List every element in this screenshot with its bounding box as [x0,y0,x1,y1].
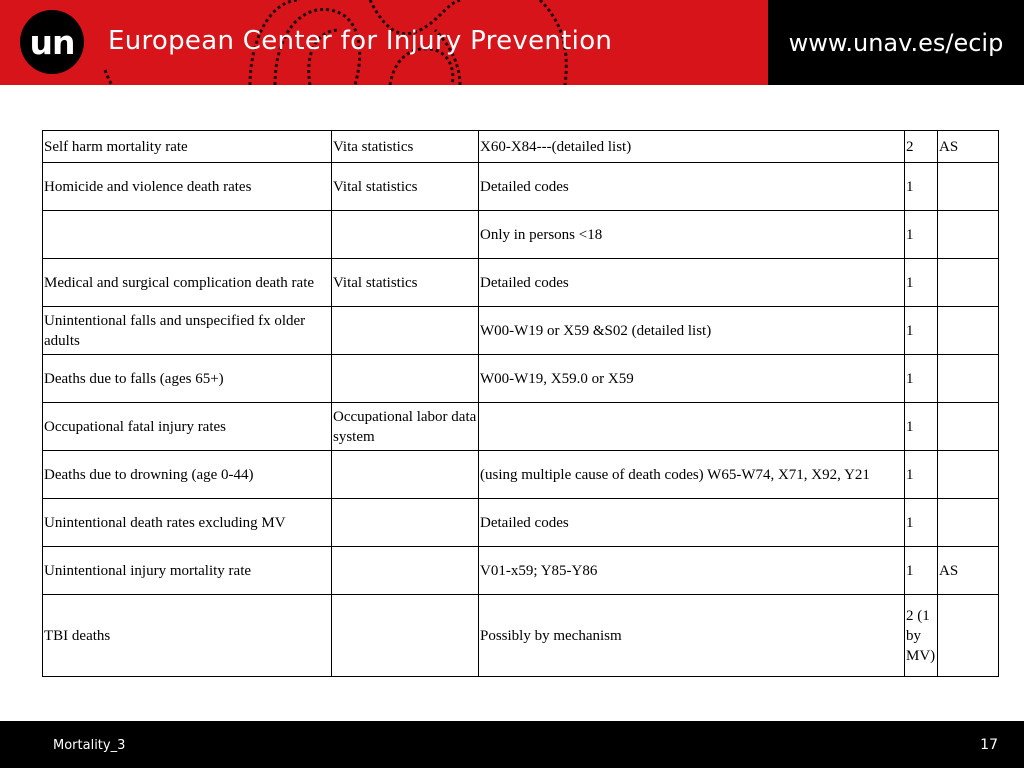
source-cell [332,355,479,403]
note-cell [938,499,999,547]
slide-footer [0,721,1024,768]
priority-cell: 1 [905,451,938,499]
indicator-cell: Deaths due to falls (ages 65+) [43,355,332,403]
indicator-table [42,130,999,677]
indicator-cell: Unintentional falls and unspecified fx older adults [43,307,332,355]
priority-cell: 1 [905,211,938,259]
table-row [43,211,999,259]
source-cell [332,307,479,355]
note-cell [938,595,999,677]
table-row [43,595,999,677]
table-row [43,259,999,307]
source-cell: Vital statistics [332,259,479,307]
codes-cell [479,403,905,451]
table-body [43,131,999,677]
organization-title: European Center for Injury Prevention [108,26,613,56]
source-cell [332,211,479,259]
note-cell [938,355,999,403]
priority-cell: 1 [905,259,938,307]
codes-cell: X60-X84---(detailed list) [479,131,905,163]
source-cell: Vita statistics [332,131,479,163]
priority-cell: 2 [905,131,938,163]
indicator-cell [43,211,332,259]
footer-section-label: Mortality_3 [53,738,126,753]
priority-cell: 1 [905,355,938,403]
codes-cell: Detailed codes [479,163,905,211]
note-cell [938,259,999,307]
indicator-cell: Medical and surgical complication death rate [43,259,332,307]
table-row [43,499,999,547]
source-cell [332,595,479,677]
table-row [43,403,999,451]
indicator-cell: Occupational fatal injury rates [43,403,332,451]
indicator-cell: Unintentional injury mortality rate [43,547,332,595]
note-cell [938,211,999,259]
note-cell: AS [938,547,999,595]
codes-cell: Detailed codes [479,499,905,547]
website-url: www.unav.es/ecip [768,0,1024,85]
source-cell [332,451,479,499]
indicator-cell: Unintentional death rates excluding MV [43,499,332,547]
table-row [43,163,999,211]
source-cell: Vital statistics [332,163,479,211]
note-cell [938,451,999,499]
table-row [43,307,999,355]
table-row [43,451,999,499]
indicator-cell: Homicide and violence death rates [43,163,332,211]
table-row [43,131,999,163]
codes-cell: Only in persons <18 [479,211,905,259]
page-number: 17 [980,737,998,753]
codes-cell: (using multiple cause of death codes) W65-W74, X71, X92, Y21 [479,451,905,499]
university-logo [20,10,84,74]
priority-cell: 1 [905,307,938,355]
note-cell [938,403,999,451]
indicator-cell: TBI deaths [43,595,332,677]
codes-cell: V01-x59; Y85-Y86 [479,547,905,595]
priority-cell: 1 [905,547,938,595]
codes-cell: W00-W19, X59.0 or X59 [479,355,905,403]
table-row [43,355,999,403]
codes-cell: W00-W19 or X59 &S02 (detailed list) [479,307,905,355]
source-cell [332,499,479,547]
priority-cell: 1 [905,403,938,451]
table-row [43,547,999,595]
codes-cell: Detailed codes [479,259,905,307]
logo-text: un [29,22,75,62]
note-cell: AS [938,131,999,163]
indicator-cell: Deaths due to drowning (age 0-44) [43,451,332,499]
note-cell [938,307,999,355]
note-cell [938,163,999,211]
source-cell: Occupational labor data system [332,403,479,451]
codes-cell: Possibly by mechanism [479,595,905,677]
source-cell [332,547,479,595]
priority-cell: 2 (1 by MV) [905,595,938,677]
priority-cell: 1 [905,163,938,211]
priority-cell: 1 [905,499,938,547]
indicator-cell: Self harm mortality rate [43,131,332,163]
slide-header [0,0,1024,85]
